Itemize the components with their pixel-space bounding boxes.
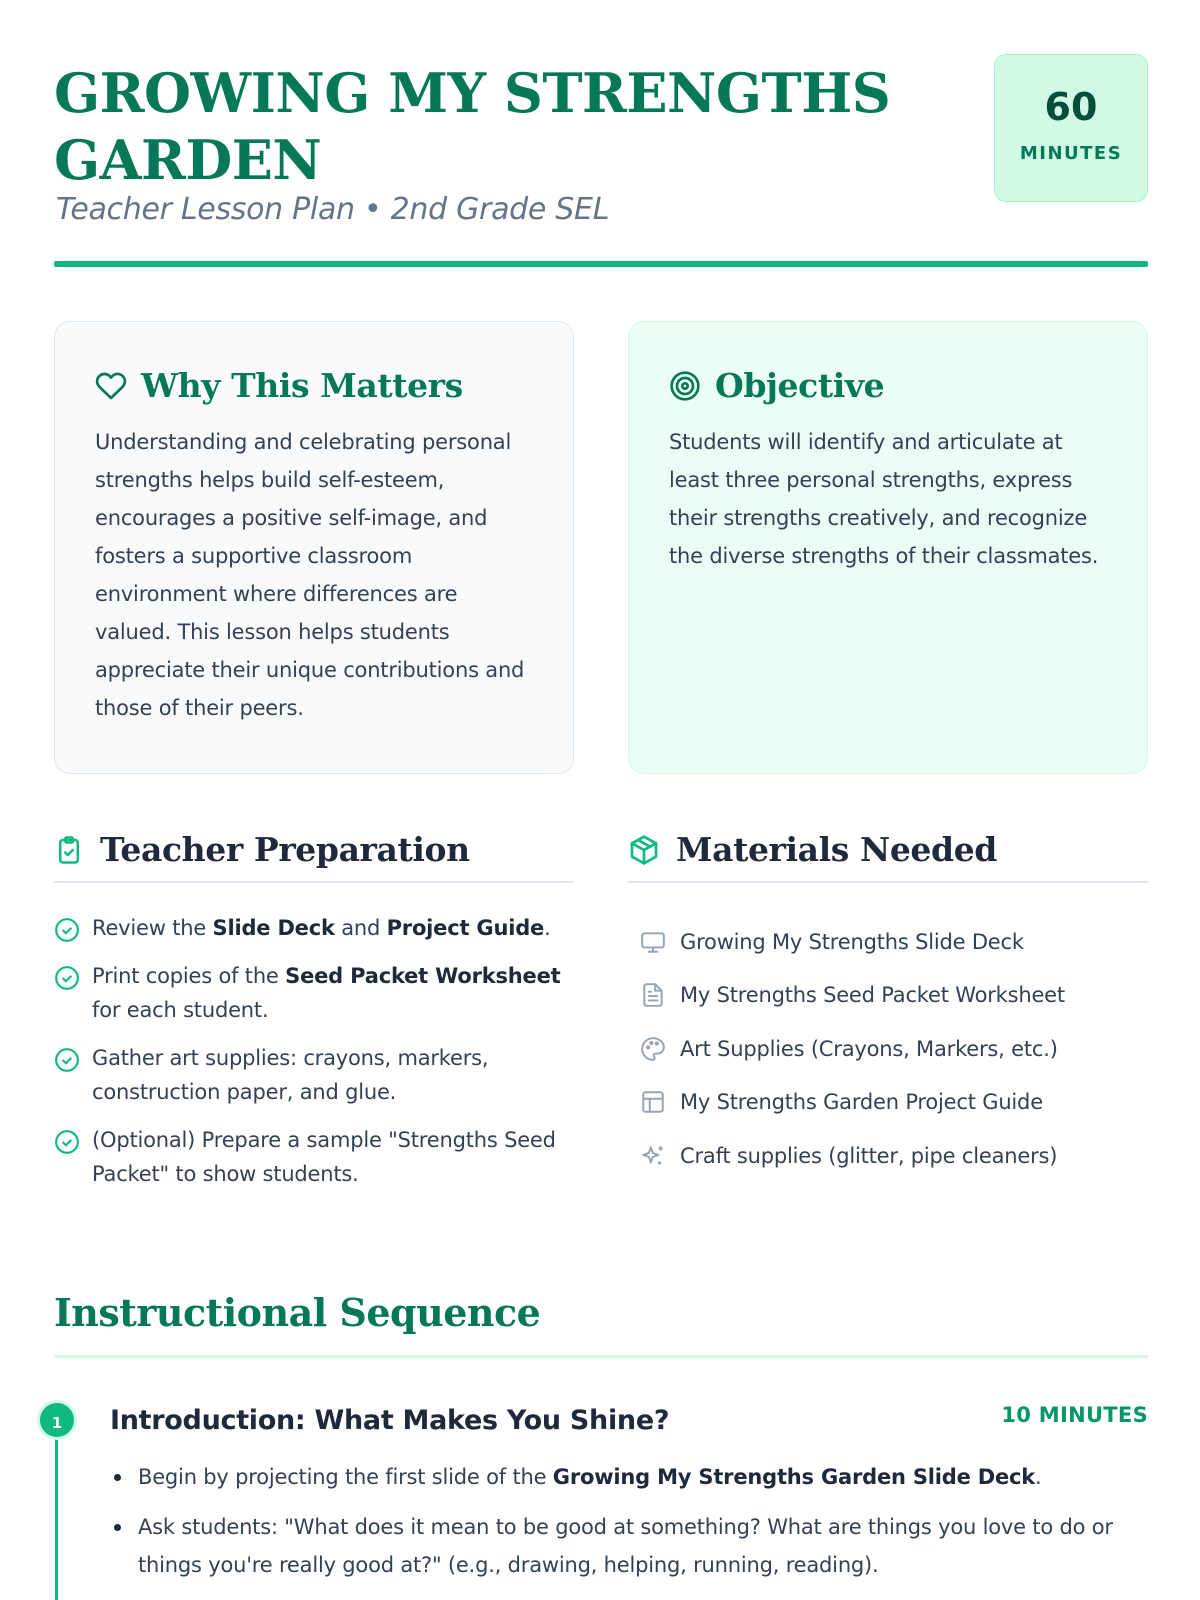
list-item: My Strengths Seed Packet Worksheet <box>640 969 1148 1023</box>
step-number-badge: 1 <box>37 1400 77 1440</box>
objective-card <box>628 321 1148 774</box>
list-item: Art Supplies (Crayons, Markers, etc.) <box>640 1022 1148 1076</box>
prep-list <box>54 911 574 1191</box>
materials-list <box>628 915 1148 1183</box>
header-divider <box>54 261 1148 267</box>
check-circle-icon <box>54 965 80 991</box>
list-item: (Optional) Prepare a sample "Strengths Seed Packet" to show students. <box>54 1123 574 1191</box>
why-title: Why This Matters <box>141 366 463 405</box>
list-item: Begin by projecting the first slide of the Growing My Strengths Garden Slide Deck. <box>110 1458 1150 1496</box>
step-duration: 10 MINUTES <box>1001 1403 1148 1427</box>
list-item: Gather art supplies: crayons, markers, construction paper, and glue. <box>54 1041 574 1109</box>
sparkles-icon <box>640 1143 666 1169</box>
lesson-header <box>54 52 1148 268</box>
page-title: GROWING MY STRENGTHS GARDEN <box>54 61 891 192</box>
why-body: Understanding and celebrating personal strengths helps build self-esteem, encourages a positive self-image, and fosters a supportive classroom environment where differences are valued. This lesson helps students appreciate their unique contributions and those of their peers. <box>95 430 525 720</box>
target-icon <box>669 370 701 402</box>
duration-unit: MINUTES <box>1019 143 1123 164</box>
list-item: My Strengths Garden Project Guide <box>640 1076 1148 1130</box>
layout-icon <box>640 1089 666 1115</box>
package-icon <box>628 834 660 866</box>
timeline-line <box>55 1420 58 1600</box>
list-item: Ask students: "What does it mean to be good at something? What are things you love to do or things you're really good at?" (e.g., drawing, helping, running, reading). <box>110 1508 1150 1584</box>
check-circle-icon <box>54 1047 80 1073</box>
step-title: Introduction: What Makes You Shine? <box>110 1405 670 1436</box>
monitor-icon <box>640 929 666 955</box>
duration-badge <box>994 54 1148 202</box>
list-item: Growing My Strengths Slide Deck <box>640 915 1148 969</box>
objective-title: Objective <box>715 366 885 405</box>
sequence-divider <box>54 1355 1148 1358</box>
materials-title: Materials Needed <box>676 830 997 869</box>
duration-value: 60 <box>1044 85 1098 129</box>
page-subtitle: Teacher Lesson Plan • 2nd Grade SEL <box>56 192 610 227</box>
list-item: Review the Slide Deck and Project Guide. <box>54 911 574 945</box>
clipboard-check-icon <box>54 834 84 866</box>
heart-icon <box>95 370 127 402</box>
list-item: Craft supplies (glitter, pipe cleaners) <box>640 1129 1148 1183</box>
objective-body: Students will identify and articulate at least three personal strengths, express their strengths creatively, and recognize the diverse strengths of their classmates. <box>669 430 1099 568</box>
prep-title: Teacher Preparation <box>100 830 470 869</box>
step-bullets <box>110 1458 1150 1596</box>
check-circle-icon <box>54 1129 80 1155</box>
check-circle-icon <box>54 917 80 943</box>
palette-icon <box>640 1036 666 1062</box>
materials-needed-section <box>628 828 1148 1183</box>
document-icon <box>640 982 666 1008</box>
list-item: Print copies of the Seed Packet Worksheet for each student. <box>54 959 574 1027</box>
teacher-preparation-section <box>54 828 574 1205</box>
why-this-matters-card <box>54 321 574 774</box>
sequence-title: Instructional Sequence <box>54 1290 541 1335</box>
